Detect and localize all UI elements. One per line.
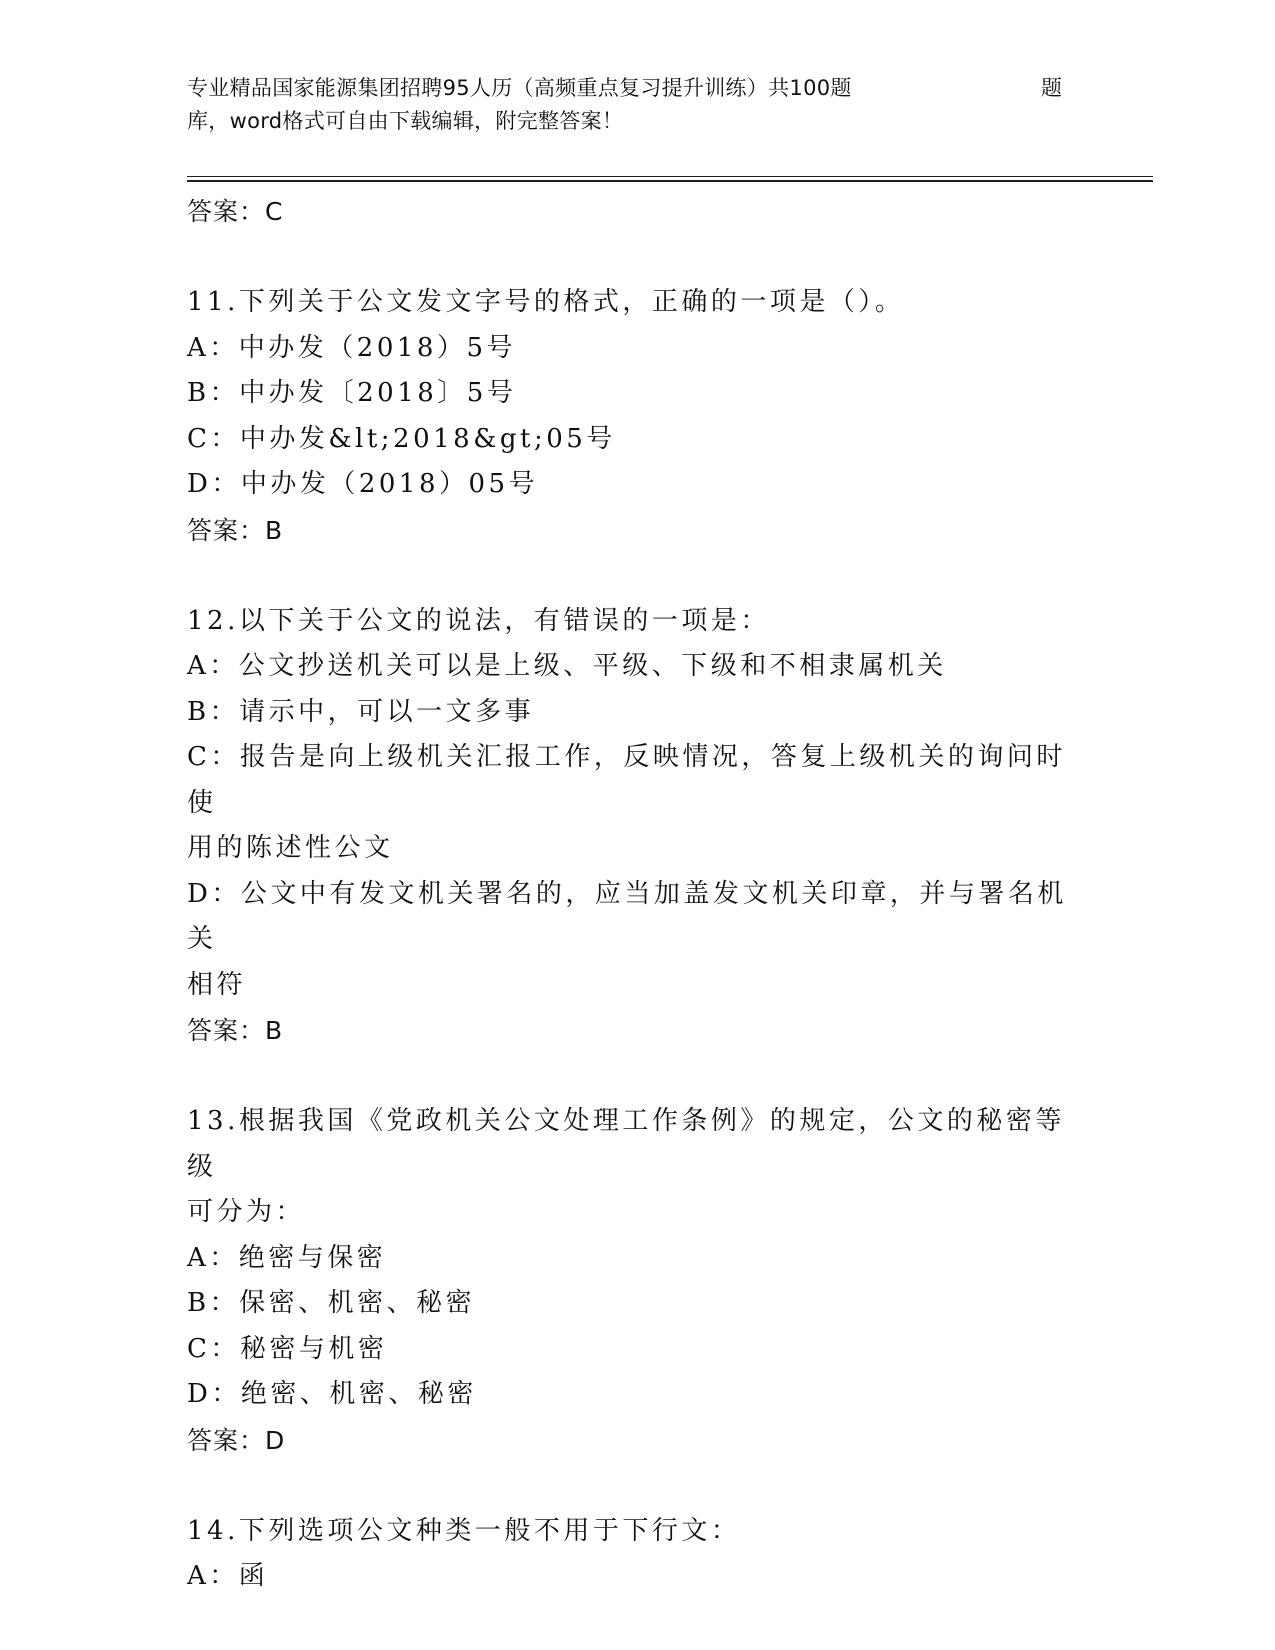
- answer-line: 答案：D: [187, 1425, 286, 1455]
- header-divider-thick: [187, 180, 1153, 182]
- option-b: B：保密、机密、秘密: [187, 1288, 476, 1318]
- answer-line: 答案：B: [187, 515, 284, 545]
- question-stem: 14.下列选项公文种类一般不用于下行文：: [187, 1515, 741, 1546]
- question-block: [187, 1509, 1067, 1600]
- option-b: B：请示中，可以一文多事: [187, 696, 535, 727]
- spacer: [187, 553, 1067, 599]
- spacer: [187, 1053, 1067, 1099]
- spacer: [187, 1463, 1067, 1509]
- question-block: [187, 1099, 1067, 1463]
- answer-line: 答案：B: [187, 1016, 284, 1045]
- header-divider-thin: [187, 176, 1153, 177]
- question-block: [187, 280, 1067, 553]
- previous-answer: 答案：C: [187, 197, 284, 226]
- option-c: C：中办发&lt;2018&gt;05号: [187, 423, 616, 454]
- question-stem-continued: 可分为：: [187, 1197, 306, 1227]
- option-a: A：绝密与保密: [187, 1242, 387, 1273]
- option-d: D：中办发（2018）05号: [187, 469, 539, 499]
- option-d: D：公文中有发文机关署名的，应当加盖发文机关印章，并与署名机关: [187, 878, 1067, 954]
- header-title-text: 专业精品国家能源集团招聘95人历（高频重点复习提升训练）共100题: [187, 76, 852, 100]
- document-header: [187, 72, 1067, 138]
- option-a: A：函: [187, 1561, 269, 1591]
- option-c: C：秘密与机密: [187, 1333, 388, 1364]
- question-block: [187, 599, 1067, 1054]
- option-a: A：公文抄送机关可以是上级、平级、下级和不相隶属机关: [187, 651, 947, 681]
- header-line-2: 库，word格式可自由下载编辑，附完整答案！: [187, 109, 624, 133]
- question-stem: 11.下列关于公文发文字号的格式，正确的一项是（）。: [187, 287, 905, 317]
- option-a: A：中办发（2018）5号: [187, 332, 516, 363]
- option-c: C：报告是向上级机关汇报工作，反映情况，答复上级机关的询问时使: [187, 742, 1066, 818]
- spacer: [187, 234, 1067, 280]
- question-stem: 13.根据我国《党政机关公文处理工作条例》的规定，公文的秘密等级: [187, 1106, 1065, 1182]
- header-line-1: [187, 72, 1067, 105]
- question-list: [187, 189, 1067, 1600]
- header-title-tail: 题: [1041, 76, 1063, 100]
- option-b: B：中办发〔2018〕5号: [187, 378, 517, 408]
- option-c-continued: 用的陈述性公文: [187, 833, 394, 863]
- option-d: D：绝密、机密、秘密: [187, 1379, 477, 1409]
- option-d-continued: 相符: [187, 969, 247, 1000]
- question-stem: 12.以下关于公文的说法，有错误的一项是：: [187, 605, 770, 636]
